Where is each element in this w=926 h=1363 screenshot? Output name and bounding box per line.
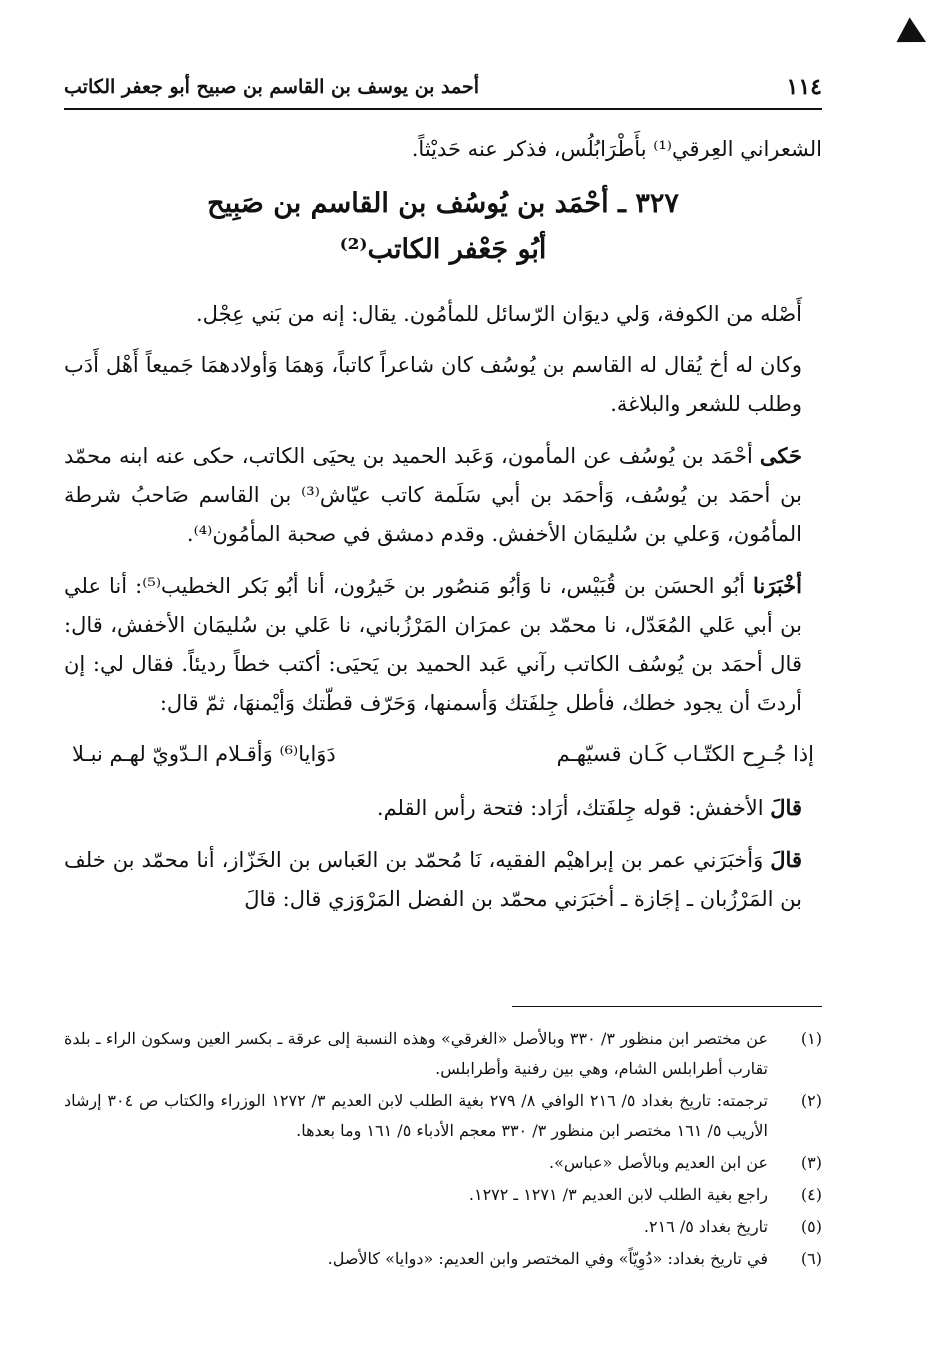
paragraph-narration: [64, 436, 822, 554]
paragraph-text: وَأخبَرَني عمر بن إبراهيْم الفقيه، نَا مُحمّد بن العَباس بن الخَزّاز، أنا محمّد بن خلف بن المَرْزُبان ـ إجَازة ـ أخبَرَني محمّد بن الفضل المَرْوَزي قال: قالَ: [64, 848, 802, 911]
footnote-item: [64, 1180, 822, 1210]
paragraph-continuation: [64, 840, 822, 919]
footnote-number: (٦): [800, 1249, 822, 1268]
corner-tab-mark: [896, 17, 926, 54]
footnote-item: [64, 1148, 822, 1178]
poetry-verse: [72, 735, 814, 774]
paragraph-lead-word: قالَ: [770, 847, 802, 872]
paragraph-text: الأخفش: قوله جِلفَتك، أرَاد: فتحة رأس القلم.: [376, 796, 771, 820]
entry-title-line2: أبُو جَعْفر الكاتب⁽²⁾: [339, 234, 547, 265]
verse-first-hemistich: إذا جُـرِح الكتّـاب كَـان قسيّهـم: [556, 742, 814, 766]
paragraph-lead-word: حَكى: [759, 443, 802, 468]
footnote-number: (٥): [800, 1217, 822, 1236]
page-header: [64, 74, 822, 104]
entry-title: [64, 181, 822, 273]
footnote-number: (٣): [800, 1153, 822, 1172]
footnotes: [64, 1024, 822, 1276]
footnote-item: [64, 1244, 822, 1274]
footnote-text: عن مختصر ابن منظور ٣/ ٣٣٠ وبالأصل «الغرقي» وهذه النسبة إلى عرقة ـ بكسر العين وسكون الراء ـ بلدة تقارب أطرابلس الشام، وهي بين رفنية وأطرابلس.: [64, 1029, 769, 1078]
paragraph-origin: أَصْله من الكوفة، وَلي ديوَان الرّسائل للمأمُون. يقال: إنه من بَني عِجْل.: [195, 302, 802, 326]
entry-title-line1: ٣٢٧ ـ أحْمَد بن يُوسُف بن القاسم بن صَبِيح: [207, 188, 679, 219]
footnote-item: [64, 1212, 822, 1242]
paragraph-lead-word: أخْبَرَنا: [753, 573, 802, 598]
main-text: [64, 130, 822, 931]
paragraph-text: أحْمَد بن يُوسُف عن المأمون، وَعَبد الحميد بن يحيَى الكاتب، حكى عنه ابنه محمّد بن أحمَد بن يُوسُف، وَأحمَد بن أبي سَلَمة كاتب عيّاش⁽³⁾ بن القاسم صَاحبُ شرطة المأمُون، وَعلي بن سُليمَان الأخفش. وقدم دمشق في صحبة المأمُون⁽⁴⁾.: [64, 444, 802, 546]
footnote-number: (١): [800, 1029, 822, 1048]
paragraph-akhfash: [64, 788, 822, 828]
paragraph-lead-word: قالَ: [770, 795, 802, 820]
page-number: ١١٤: [786, 74, 822, 100]
footnote-text: ترجمته: تاريخ بغداد ٥/ ٢١٦ الوافي ٨/ ٢٧٩ بغية الطلب لابن العديم ٣/ ١٢٧٢ الوزراء والكتاب ص ٣٠٤ إرشاد الأريب ٥/ ١٦١ مختصر ابن منظور ٣/ ٣٣٠ معجم الأدباء ٥/ ١٦١ وما بعدها.: [64, 1091, 769, 1140]
footnote-text: تاريخ بغداد ٥/ ٢١٦.: [643, 1217, 768, 1236]
footnote-text: راجع بغية الطلب لابن العديم ٣/ ١٢٧١ ـ ١٢٧٢.: [468, 1185, 768, 1204]
footnote-text: عن ابن العديم وبالأصل «عباس».: [548, 1153, 768, 1172]
footnote-item: [64, 1086, 822, 1146]
footnote-separator: [512, 1006, 822, 1007]
paragraph-intro: الشعراني العِرقي⁽¹⁾ بأَطْرَابُلُس، فذكر عنه حَديْثاً.: [411, 137, 822, 161]
verse-second-hemistich: دَوَايا⁽⁶⁾ وَأقـلام الـدّويّ لهـم نبـلا: [72, 742, 336, 766]
footnote-text: في تاريخ بغداد: «دُوِيّاً» وفي المختصر وابن العديم: «دوايا» كالأصل.: [327, 1249, 768, 1268]
paragraph-brother: وكان له أخ يُقال له القاسم بن يُوسُف كان شاعراً كاتباً، وَهمَا وَأولادهمَا جَميعاً أَهْل أَدَب وطلب للشعر والبلاغة.: [64, 353, 802, 416]
footnote-number: (٤): [800, 1185, 822, 1204]
footnote-number: (٢): [800, 1091, 822, 1110]
header-rule: [64, 108, 822, 110]
running-title: أحمد بن يوسف بن القاسم بن صبيح أبو جعفر الكاتب: [64, 76, 480, 98]
paragraph-text: أبُو الحسَن بن قُبَيْس، نا وَأبُو مَنصُور بن خَيرُون، أنا أبُو بَكر الخطيب⁽⁵⁾: أنا علي بن أبي عَلي المُعَدّل، نا محمّد بن عمرَان المَرْزُباني، نا عَلي بن سُليمَان الأخفش، قال: قال أحمَد بن يُوسُف الكاتب رآني عَبد الحميد بن يَحيَى: أكتب خطاً رديئاً. فقال لي: إن أردتَ أن يجود خطك، فأطل جِلفَتك وَأسمنها، وَحَرّف قطّتك وَأيْمنهَا، ثمّ قال:: [64, 574, 802, 715]
footnote-item: [64, 1024, 822, 1084]
paragraph-isnad: [64, 566, 822, 723]
